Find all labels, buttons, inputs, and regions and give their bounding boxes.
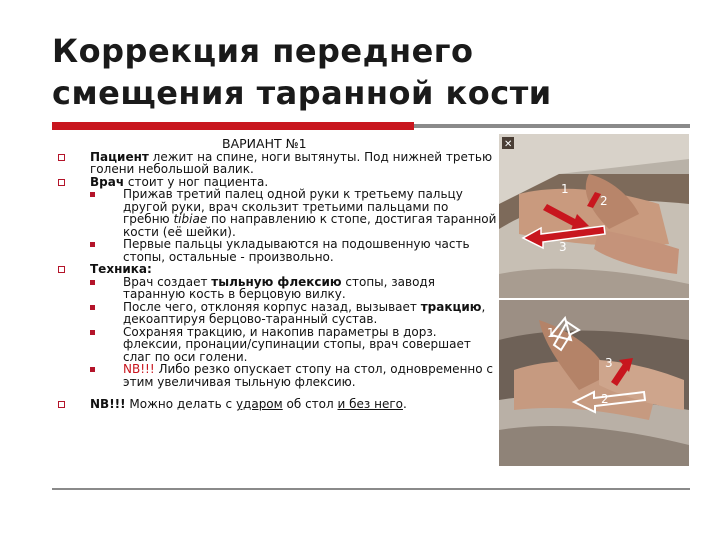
- tech4-nb: NB!!!: [123, 362, 155, 376]
- page-title: [52, 30, 612, 114]
- sub-list-item: [52, 188, 498, 238]
- doctor-text: стоит у ног пациента.: [124, 174, 269, 189]
- filled-square-bullet-icon: [90, 192, 95, 197]
- tech1-text: Врач создает: [123, 274, 212, 289]
- hollow-square-bullet-icon: [58, 179, 65, 186]
- variant-heading: ВАРИАНТ №1: [222, 136, 307, 151]
- sub-list-item: [52, 363, 498, 388]
- nb-text: Можно делать с: [125, 397, 236, 411]
- bottom-divider: [52, 488, 690, 490]
- list-item: [52, 151, 498, 176]
- sub1-text: Прижав третий палец одной руки к третьему пальцу другой руки, врач скользит третьими пальцами по гребню: [123, 187, 463, 226]
- tech1-text-end: стопы, заводя таранную кость в берцовую вилку.: [123, 274, 435, 301]
- filled-square-bullet-icon: [90, 367, 95, 372]
- sub2-text: Первые пальцы укладываются на подошвенную часть стопы, остальные - произвольно.: [123, 237, 470, 264]
- nb-underline-1: ударом: [235, 397, 283, 411]
- svg-text:✕: ✕: [504, 139, 513, 150]
- photo2-label-1: 1: [547, 326, 555, 340]
- hollow-square-bullet-icon: [58, 266, 65, 273]
- photo1-label-2: 2: [600, 194, 608, 208]
- technique-photo-1: [499, 134, 689, 298]
- title-accent-bar: [52, 122, 414, 130]
- nb-label: NB!!!: [90, 397, 126, 411]
- sub1-text-end: по направлению к стопе, достигая таранной кости (её шейки).: [123, 212, 497, 239]
- content-text: [52, 138, 498, 411]
- sub-list-item: [52, 276, 498, 301]
- sub-list-item: [52, 238, 498, 263]
- tech2-bold: тракцию: [420, 299, 482, 314]
- filled-square-bullet-icon: [90, 330, 95, 335]
- sub-list-item: [52, 301, 498, 326]
- nb-text-mid: об стол: [282, 397, 338, 411]
- patient-text: лежит на спине, ноги вытянуты. Под нижней третью голени небольшой валик.: [90, 149, 493, 176]
- hollow-square-bullet-icon: [58, 401, 65, 408]
- tech1-bold: тыльную флексию: [211, 274, 342, 289]
- hollow-square-bullet-icon: [58, 154, 65, 161]
- title-line-2: смещения таранной кости: [52, 74, 552, 112]
- photo1-label-3: 3: [559, 240, 567, 254]
- filled-square-bullet-icon: [90, 305, 95, 310]
- patient-label: Пациент: [90, 149, 149, 164]
- photo2-label-3: 3: [605, 356, 613, 370]
- sub-list-item: [52, 326, 498, 364]
- photo2-label-2: 2: [601, 392, 609, 406]
- tech2-text-end: , декоаптируя берцово-таранный сустав.: [123, 299, 486, 326]
- tech4-text: Либо резко опускает стопу на стол, одновременно с этим увеличивая тыльную флексию.: [123, 362, 494, 389]
- title-line-1: Коррекция переднего: [52, 32, 474, 70]
- tech3-text: Сохраняя тракцию, и накопив параметры в дорз. флексии, пронации/супинации стопы, врач совершает слаг по оси голени.: [123, 324, 471, 364]
- technique-label: Техника:: [90, 262, 152, 276]
- sub1-italic: tibiae: [173, 212, 208, 226]
- filled-square-bullet-icon: [90, 280, 95, 285]
- doctor-label: Врач: [90, 174, 125, 189]
- nb-text-end: .: [402, 397, 407, 411]
- tech2-text: После чего, отклоняя корпус назад, вызывает: [123, 299, 421, 314]
- photo1-label-1: 1: [561, 182, 569, 196]
- nb-underline-2: и без него: [337, 397, 403, 411]
- list-item: [52, 398, 498, 411]
- filled-square-bullet-icon: [90, 242, 95, 247]
- technique-photo-2: [499, 300, 689, 466]
